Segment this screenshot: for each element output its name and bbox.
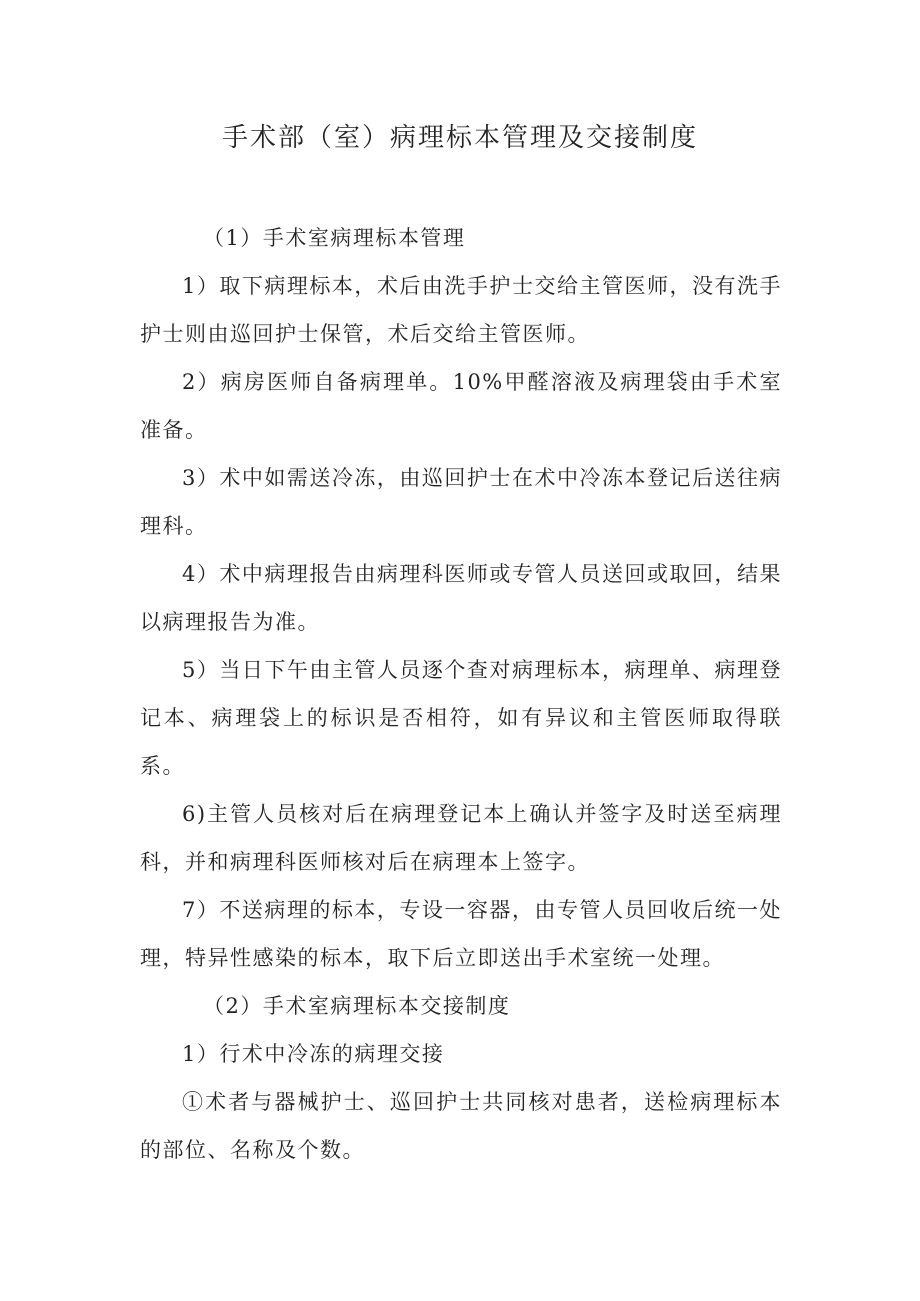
paragraph-1-6: 6)主管人员核对后在病理登记本上确认并签字及时送至病理科，并和病理科医师核对后在病理本上签字。 bbox=[140, 802, 782, 874]
document-title: 手术部（室）病理标本管理及交接制度 bbox=[221, 123, 698, 153]
paragraph-1-3: 3）术中如需送冷冻，由巡回护士在术中冷冻本登记后送往病理科。 bbox=[140, 466, 782, 538]
paragraph-1-2: 2）病房医师自备病理单。10%甲醛溶液及病理袋由手术室准备。 bbox=[140, 370, 782, 442]
section-heading-1: （1）手术室病理标本管理 bbox=[203, 226, 466, 250]
paragraph-2-2: ①术者与器械护士、巡回护士共同核对患者，送检病理标本的部位、名称及个数。 bbox=[140, 1090, 782, 1162]
paragraph-1-4: 4）术中病理报告由病理科医师或专管人员送回或取回，结果以病理报告为准。 bbox=[140, 562, 782, 634]
document-body bbox=[140, 214, 782, 1174]
paragraph-1-5: 5）当日下午由主管人员逐个查对病理标本，病理单、病理登记本、病理袋上的标识是否相符，如有异议和主管医师取得联系。 bbox=[140, 658, 782, 778]
paragraph-2-1: 1）行术中冷冻的病理交接 bbox=[182, 1042, 445, 1066]
paragraph-1-1: 1）取下病理标本，术后由洗手护士交给主管医师，没有洗手护士则由巡回护士保管，术后交给主管医师。 bbox=[140, 274, 782, 346]
paragraph-1-7: 7）不送病理的标本，专设一容器，由专管人员回收后统一处理，特异性感染的标本，取下后立即送出手术室统一处理。 bbox=[140, 898, 782, 970]
section-heading-2: （2）手术室病理标本交接制度 bbox=[203, 994, 511, 1018]
